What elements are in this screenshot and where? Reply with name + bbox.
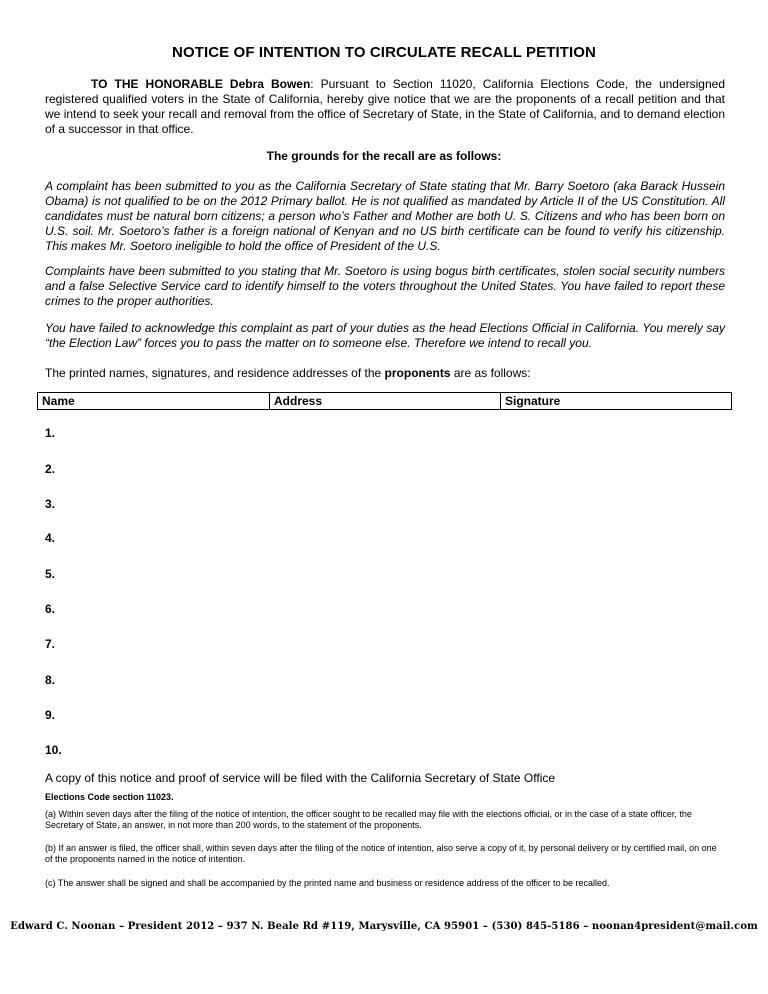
table-row: 1. — [45, 426, 56, 440]
intro-lead: TO THE HONORABLE Debra Bowen — [91, 77, 311, 91]
elections-code-a: (a) Within seven days after the filing of the notice of intention, the officer sought to be recalled may file with the elections official, or in the case of a state officer, the Secretary of State, an answer, in not more than 200 words, to the statement of the proponents. — [45, 809, 692, 830]
footer-contact: Edward C. Noonan – President 2012 – 937 N. Beale Rd #119, Marysville, CA 95901 – (530) 845-5186 – noonan4president@mail.com — [10, 921, 758, 932]
column-header-address: Address — [270, 393, 501, 409]
column-header-signature: Signature — [505, 394, 561, 408]
proponents-line-after: are as follows: — [450, 366, 531, 380]
page-title: NOTICE OF INTENTION TO CIRCULATE RECALL PETITION — [172, 44, 596, 61]
table-row: 2. — [45, 462, 56, 476]
elections-code-heading: Elections Code section 11023. — [45, 792, 174, 802]
proponents-line — [45, 366, 531, 380]
table-row: 4. — [45, 531, 56, 545]
intro-paragraph — [45, 77, 725, 137]
grounds-paragraph-3: You have failed to acknowledge this complaint as part of your duties as the head Elections Official in California. You merely say “the Election Law” forces you to pass the matter on to someone else. Therefore we intend to recall you. — [45, 321, 725, 350]
table-row: 7. — [45, 637, 56, 651]
elections-code-c: (c) The answer shall be signed and shall be accompanied by the printed name and business or residence address of the officer to be recalled. — [45, 878, 610, 888]
grounds-paragraph-1: A complaint has been submitted to you as the California Secretary of State stating that Mr. Barry Soetoro (aka Barack Hussein Obama) is not qualified to be on the 2012 Primary ballot. He is not qualified as mandated by Article II of the US Constitution. All candidates must be natural born citizens; a person who’s Father and Mother are both U. S. Citizens and who has been born on U.S. soil. Mr. Soetoro’s father is a foreign national of Kenyan and no US birth certificate can be found to verify his citizenship. This makes Mr. Soetoro ineligible to hold the office of President of the U.S. — [45, 179, 725, 253]
column-header-name: Name — [38, 393, 270, 409]
proponents-line-bold: proponents — [384, 366, 451, 380]
table-row: 5. — [45, 567, 56, 581]
grounds-paragraph-2: Complaints have been submitted to you stating that Mr. Soetoro is using bogus birth certificates, stolen social security numbers and a false Selective Service card to identify himself to the voters throughout the United States. You have failed to report these crimes to the proper authorities. — [45, 264, 725, 308]
table-row: 10. — [45, 743, 62, 757]
table-row: 8. — [45, 673, 56, 687]
intro-text: : Pursuant to Section 11020, California Elections Code, the undersigned registered qualified voters in the State of California, hereby give notice that we are the proponents of a recall petition and that we intend to seek your recall and removal from the office of Secretary of State, in the State of California, and to demand election of a successor in that office. — [45, 77, 725, 136]
proponents-line-before: The printed names, signatures, and residence addresses of the — [45, 366, 385, 380]
table-row: 9. — [45, 708, 56, 722]
table-row: 6. — [45, 602, 56, 616]
grounds-heading: The grounds for the recall are as follows: — [266, 149, 502, 163]
elections-code-b: (b) If an answer is filed, the officer shall, within seven days after the filing of the notice of intention, also serve a copy of it, by personal delivery or by certified mail, on one of the proponents named in the notice of intention. — [45, 843, 717, 864]
table-row: 3. — [45, 497, 56, 511]
copy-notice: A copy of this notice and proof of service will be filed with the California Secretary of State Office — [45, 771, 556, 785]
proponents-table-header — [37, 392, 732, 410]
